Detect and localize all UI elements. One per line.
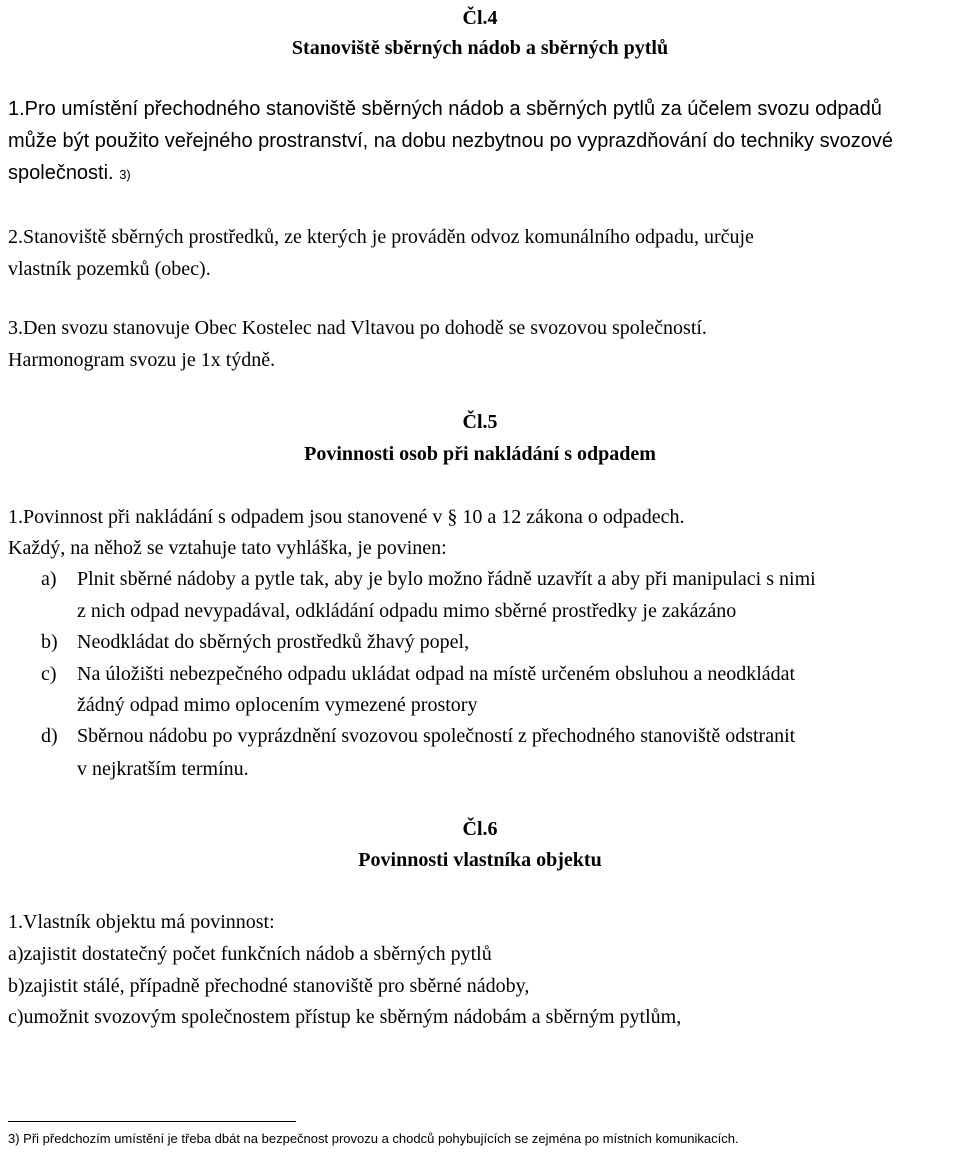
article-5-title: Povinnosti osob při nakládání s odpadem: [304, 443, 656, 465]
list-marker-a: a): [41, 568, 57, 590]
art4-paragraph-2-line: vlastník pozemků (obec).: [8, 258, 211, 280]
list-marker-b: b): [41, 631, 58, 653]
article-4-heading: Čl.4: [462, 7, 498, 29]
section-sign: §: [447, 506, 458, 528]
article-5-heading: Čl.5: [462, 411, 498, 433]
article-6-heading: Čl.6: [462, 818, 498, 840]
list-item-a-line: z nich odpad nevypadával, odkládání odpadu mimo sběrné prostředky je zakázáno: [77, 600, 737, 622]
list-item-c-line: Na úložišti nebezpečného odpadu ukládat odpad na místě určeném obsluhou a neodkládat: [77, 663, 796, 685]
footnote: 3) Při předchozím umístění je třeba dbát na bezpečnost provozu a chodců pohybujících se zejména po místních komunikacích.: [8, 1131, 739, 1146]
art6-line: c)umožnit svozovým společnostem přístup ke sběrným nádobám a sběrným pytlům,: [8, 1006, 682, 1028]
art5-intro: Každý, na něhož se vztahuje tato vyhláška, je povinen:: [8, 537, 447, 559]
art4-paragraph-1-line: může být použito veřejného prostranství, na dobu nezbytnou po vyprazdňování do techniky svozové: [8, 130, 893, 152]
art4-paragraph-1-text: společnosti.: [8, 162, 114, 184]
list-marker-c: c): [41, 663, 57, 685]
list-item-c-line: žádný odpad mimo oplocením vymezené prostory: [77, 694, 478, 716]
art4-paragraph-1-line: [8, 160, 131, 188]
list-item-d-line: Sběrnou nádobu po vyprázdnění svozovou společností z přechodného stanoviště odstranit: [77, 725, 796, 747]
list-item-d-line: v nejkratším termínu.: [77, 758, 249, 780]
art6-line: b)zajistit stálé, případně přechodné stanoviště pro sběrné nádoby,: [8, 975, 530, 997]
list-item-a-line: Plnit sběrné nádoby a pytle tak, aby je bylo možno řádně uzavřít a aby při manipulaci s nimi: [77, 568, 816, 590]
art4-paragraph-2-line: 2.Stanoviště sběrných prostředků, ze kterých je prováděn odvoz komunálního odpadu, určuje: [8, 226, 754, 248]
art4-paragraph-3-line: Harmonogram svozu je 1x týdně.: [8, 349, 276, 371]
art5-paragraph-1-text-end: 10 a 12 zákona o odpadech.: [457, 506, 685, 528]
footnote-reference: 3): [119, 167, 131, 182]
article-6-title: Povinnosti vlastníka objektu: [358, 849, 602, 871]
footnote-divider: [8, 1121, 296, 1122]
art4-paragraph-3-line: 3.Den svozu stanovuje Obec Kostelec nad Vltavou po dohodě se svozovou společností.: [8, 317, 707, 339]
list-marker-d: d): [41, 725, 58, 747]
art5-paragraph-1: [8, 504, 685, 530]
article-4-title: Stanoviště sběrných nádob a sběrných pytlů: [291, 37, 669, 59]
art6-line: 1.Vlastník objektu má povinnost:: [8, 911, 275, 933]
art4-paragraph-1-line: 1.Pro umístění přechodného stanoviště sběrných nádob a sběrných pytlů za účelem svozu odpadů: [8, 98, 882, 120]
list-item-b-line: Neodkládat do sběrných prostředků žhavý popel,: [77, 631, 470, 653]
art6-line: a)zajistit dostatečný počet funkčních nádob a sběrných pytlů: [8, 943, 492, 965]
art5-paragraph-1-text: 1.Povinnost při nakládání s odpadem jsou stanovené v: [8, 506, 448, 528]
